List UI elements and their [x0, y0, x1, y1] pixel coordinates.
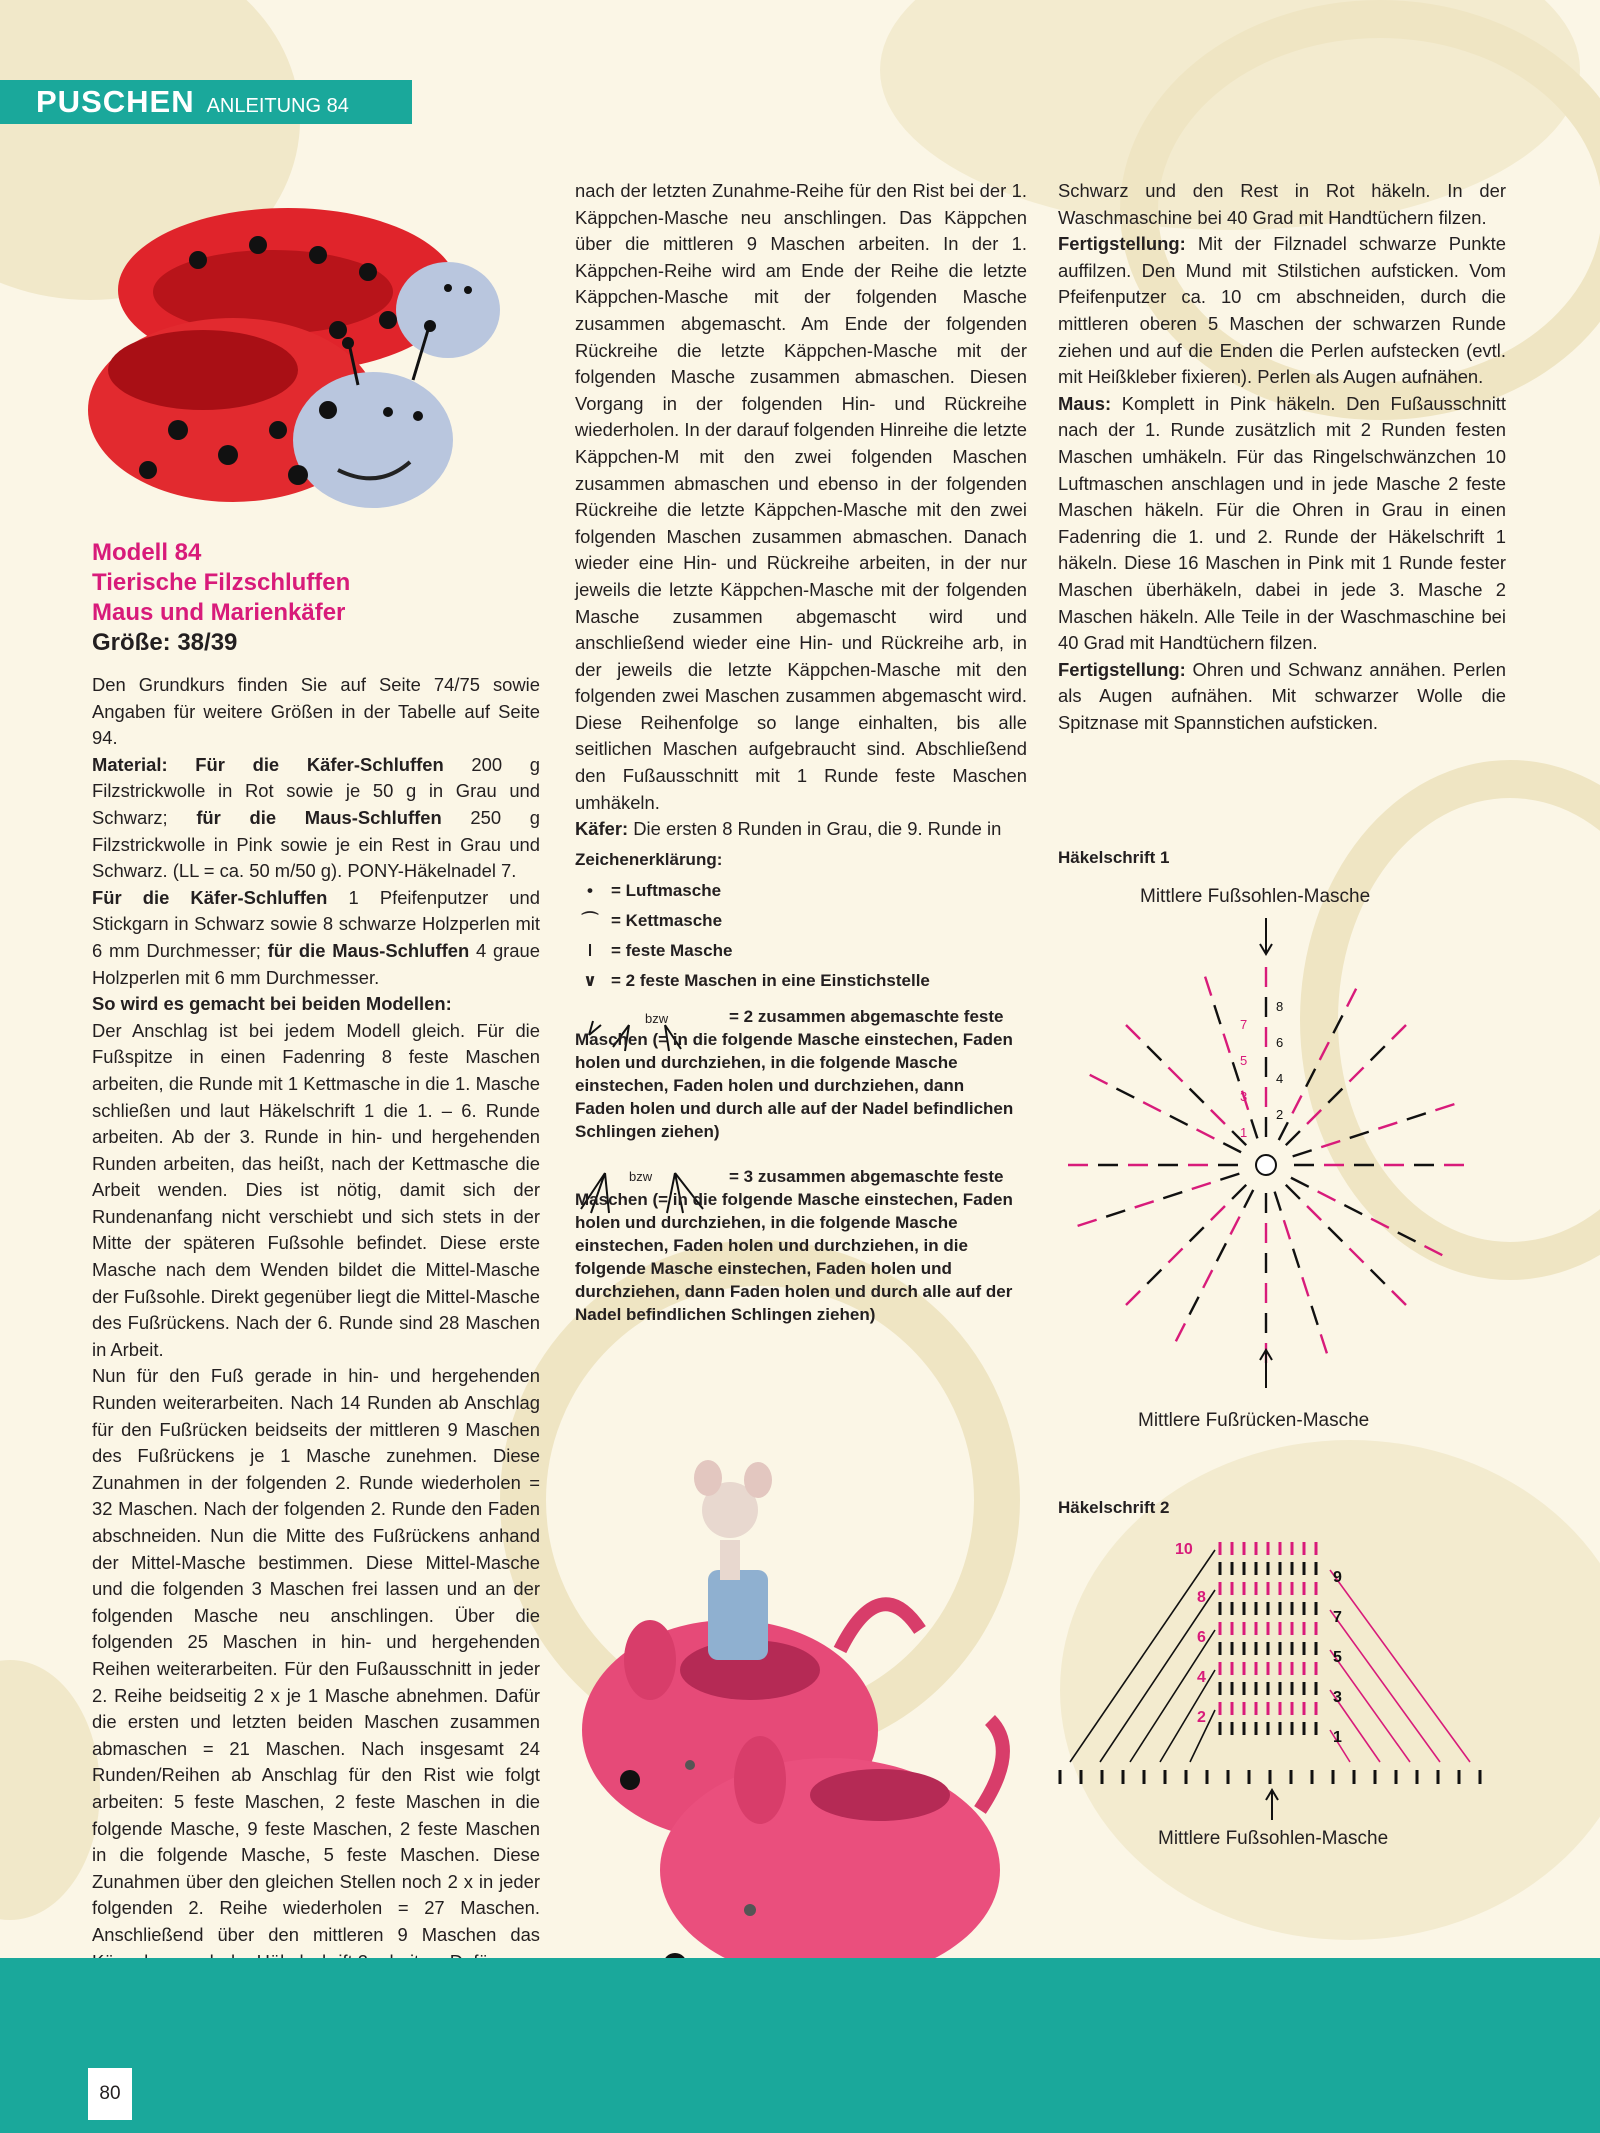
crochet-chart-2	[1050, 1530, 1490, 1830]
model-name-line1: Tierische Filzschluffen	[92, 569, 351, 596]
page-number: 80	[88, 2068, 132, 2120]
chart2-stitches	[1060, 1542, 1480, 1784]
chart1-stitch-mark	[1190, 1227, 1204, 1241]
slip-stitch-icon: ⌒	[581, 911, 599, 930]
chart1-stitch-mark	[1307, 1110, 1321, 1124]
chart1-stitch-mark	[1090, 1075, 1108, 1084]
chart1-stitch-mark	[1286, 1185, 1300, 1199]
chart1-stitch-mark	[1147, 1046, 1161, 1060]
chart2-row-label: 3	[1333, 1689, 1342, 1706]
chart2-row-label: 10	[1175, 1541, 1193, 1558]
chart1-stitch-mark	[1371, 1219, 1389, 1228]
chart1-stitch-mark	[1284, 1220, 1290, 1239]
finishing-paragraph-2: Fertigstellung: Ohren und Schwanz annähen. Perlen als Augen aufnähen. Mit schwarzer Wolle die Spitznase mit Spannstichen aufsticken.	[1058, 658, 1506, 733]
instructions-column-3	[1058, 178, 1506, 736]
chart1-stitch-mark	[1307, 1206, 1321, 1220]
chart1-stitch-mark	[1244, 1190, 1253, 1208]
chart1-stitch-mark	[1106, 1211, 1125, 1217]
chart1-stitch-mark	[1078, 1220, 1097, 1226]
chart1-stitch-mark	[1318, 1191, 1336, 1200]
chart1-stitch-mark	[1251, 1119, 1257, 1138]
increase-icon: ∨	[583, 971, 597, 990]
section-header	[0, 80, 412, 124]
chart1-stitch-mark	[1197, 1129, 1215, 1138]
chart1-stitch-mark	[1302, 1277, 1308, 1296]
chart2-row-label: 1	[1333, 1729, 1342, 1746]
chart1-stitch-mark	[1220, 1174, 1239, 1180]
chart1-stitch-mark	[1126, 1025, 1140, 1039]
chart1-stitch-mark	[1232, 1185, 1246, 1199]
magic-ring-icon	[1256, 1155, 1276, 1175]
chart1-stitch-mark	[1176, 1323, 1185, 1341]
chart1-stitch-mark	[1214, 1005, 1220, 1024]
chart1-stitch-mark	[1350, 1132, 1369, 1138]
chart1-stitch-mark	[1312, 1306, 1318, 1325]
chart1-stitch-mark	[1168, 1067, 1182, 1081]
kaefer-paragraph: Käfer: Die ersten 8 Runden in Grau, die 9. Runde in	[575, 818, 1002, 840]
method-paragraph-2: Nun für den Fuß gerade in hin- und hergehenden Runden weiterarbeiten. Nach 14 Runden ab Anschlag für den Fußrücken beidseits der mittleren 9 Maschen des Fußrückens je 1 Masche zunehmen. Diese Zunahmen in der folgenden 2. Runde wiederholen = 32 Maschen. Nach der folgenden 2. Runde den Faden abschneiden. Nun die Mitte des Fußrückens anhand der Mittel-Masche bestimmen. Diese Mittel-Masche und die folgenden 3 Maschen frei lassen und an der folgenden Masche neu anschlingen. Über die folgenden 25 Maschen in hin- und hergehenden Reihen weiterarbeiten. Für den Fußausschnitt in jeder 2. Reihe beidseitig 2 x je 1 Masche abnehmen. Dafür die ersten und letzten beiden Maschen zusammen abmaschen = 21 Maschen. Nach insgesamt 24 Runden/Reihen ab Anschlag für den Rist wie folgt arbeiten: 5 feste Maschen, 2 feste Maschen in die folgende Masche, 9 feste Maschen, 2 feste Maschen in die folgende Masche, 5 feste Maschen. Diese Zunahmen über den gleichen Stellen noch 2 x in jeder folgenden 2. Reihe wiederholen = 27 Maschen. Anschließend über den mittleren 9 Maschen das	[92, 1365, 540, 1945]
legend-bzw: bzw	[645, 1011, 669, 1026]
chart1-stitch-mark	[1116, 1089, 1134, 1098]
chart1-stitch-mark	[1233, 1062, 1239, 1081]
chart1-stitch-mark	[1306, 1069, 1315, 1087]
chart1-stitch-mark	[1211, 1110, 1225, 1124]
chart1-bottom-label: Mittlere Fußrücken-Masche	[1138, 1410, 1370, 1431]
chart1-stitch-mark	[1170, 1116, 1188, 1125]
chart1-stitch-mark	[1344, 1205, 1362, 1214]
legend-row: ǀ = feste Masche	[575, 939, 1035, 969]
legend-row	[575, 1165, 1035, 1345]
symbol-legend	[575, 848, 1035, 1345]
footer-band	[0, 1958, 1600, 2133]
chart1-stitch-mark	[1147, 1270, 1161, 1284]
legend-row: • = Luftmasche	[575, 879, 1035, 909]
crochet-chart-1	[1050, 912, 1480, 1392]
chart2-row-label: 8	[1197, 1589, 1206, 1606]
model-number: Modell 84	[92, 539, 202, 566]
chart1-stitch-mark	[1211, 1206, 1225, 1220]
chart1-stitch-mark	[1321, 1334, 1327, 1353]
chart1-round-label: 7	[1240, 1017, 1248, 1032]
chart1-stitch-mark	[1321, 1141, 1340, 1147]
mouse-slippers-photo	[580, 1450, 1040, 1990]
kaefer-cont-paragraph: Schwarz und den Rest in Rot häkeln. In der Waschmaschine bei 40 Grad mit Handtüchern filzen.	[1058, 180, 1506, 228]
legend-bzw: bzw	[629, 1169, 653, 1184]
method-heading: So wird es gemacht bei beiden Modellen:	[92, 993, 452, 1015]
material-paragraph: Material: Für die Käfer-Schluffen 200 g Filzstrickwolle in Rot sowie je 50 g in Grau und Schwarz; für die Maus-Schluffen 250 g Filzstrickwolle in Pink sowie je ein Rest in Grau und Schwarz. (LL = ca. 50 m/50 g). PONY-Häkelnadel 7.	[92, 753, 540, 882]
chart2-decrease-line	[1160, 1670, 1215, 1762]
chart1-stitch-mark	[1163, 1192, 1182, 1198]
chart1-stitch-mark	[1349, 1248, 1363, 1262]
chart2-decrease-line	[1330, 1610, 1440, 1762]
accessories-paragraph: Für die Käfer-Schluffen 1 Pfeifenputzer und Stickgarn in Schwarz sowie 8 schwarze Holzperlen mit 6 mm Durchmesser; für die Maus-Schluffen 4 graue Holzperlen mit 6 mm Durchmesser.	[92, 886, 540, 988]
legend-decrease-two: = 2 zusammen abgemaschte feste Maschen (= in die folgende Masche einstechen, Faden holen und durchziehen, in die folgende Masche einstechen, Faden holen und durchziehen, dann Faden holen und durch alle auf der Nadel befindlichen Schlingen ziehen)	[575, 1007, 1014, 1141]
chart1-stitch-mark	[1230, 1217, 1239, 1235]
chart1-top-label: Mittlere Fußsohlen-Masche	[1140, 886, 1371, 907]
chart1-stitch-mark	[1205, 977, 1211, 996]
chart1-stitch-mark	[1435, 1104, 1454, 1110]
maus-paragraph: Maus: Komplett in Pink häkeln. Den Fußausschnitt nach der 1. Runde zusätzlich mit 2 Runden festen Maschen umhäkeln. Für das Ringelschwänzchen 10 Luftmaschen anschlagen und in jede Masche 2 feste Maschen häkeln. Für die Ohren in Grau in einen Fadenring die 1. und 2. Runde der Häkelschrift 1 häkeln. Diese 16 Maschen in Pink mit 1 Runde fester Maschen überhäkeln, dabei in jede 3. Masche 2 Maschen häkeln. Alle Teile in der Waschmaschine bei 40 Grad mit Handtüchern filzen.	[1058, 392, 1506, 654]
legend-row: ⌒ = Kettmasche	[575, 909, 1035, 939]
background-circle	[0, 1660, 100, 1920]
chart2-decrease-line	[1070, 1550, 1215, 1762]
model-size: Größe: 38/39	[92, 629, 238, 656]
chart1-stitch-mark	[1347, 989, 1356, 1007]
section-title: PUSCHEN	[36, 84, 195, 119]
finishing-paragraph-1: Fertigstellung: Mit der Filznadel schwarze Punkte auffilzen. Den Mund mit Stilstichen aufsticken. Vom Pfeifenputzer ca. 10 cm abschneiden, durch die mittleren oberen 5 Maschen der schwarzen Runde ziehen und auf die Enden die Perlen aufstecken (evtl. mit Heißkleber fixieren). Perlen als Augen aufnähen.	[1058, 233, 1506, 388]
chart1-stitch-mark	[1192, 1183, 1211, 1189]
section-subtitle: ANLEITUNG 84	[206, 95, 349, 117]
instructions-column-2	[575, 178, 1027, 843]
chart2-row-label: 6	[1197, 1629, 1206, 1646]
chart2-row-label: 7	[1333, 1609, 1342, 1626]
chain-stitch-icon: •	[587, 881, 593, 900]
chart1-stitch-mark	[1407, 1113, 1426, 1119]
chart1-stitch-mark	[1203, 1270, 1212, 1288]
chart2-row-label: 4	[1197, 1669, 1206, 1686]
chart2-decrease-line	[1330, 1570, 1470, 1762]
instructions-column-1	[92, 672, 540, 1975]
chart1-stitch-mark	[1392, 1025, 1406, 1039]
method-paragraph-1: Der Anschlag ist bei jedem Modell gleich. Für die Fußspitze in einen Fadenring 8 feste Maschen arbeiten, die Runde mit 1 Kettmasche in die 1. Masche schließen und laut Häkelschrift 1 die 1. – 6. Runde arbeiten. Ab der 3. Runde in hin- und hergehenden Runden arbeiten, das heißt, nach der Kettmasche die Arbeit wenden. Dies ist nötig, damit sich der Rundenanfang nicht verschiebt und sich stets in der Mitte der späteren Fußsohle befindet. Diese erste Masche nach dem Wenden bildet die Mittel-Masche der Fußsohle. Direkt gegenüber liegt die Mittel-Masche des Fußrückens. Nach der 6. Runde sind 28 Maschen in Arbeit.	[92, 1019, 540, 1360]
chart1-title: Häkelschrift 1	[1058, 848, 1170, 867]
single-crochet-icon: ǀ	[587, 941, 593, 960]
chart1-stitch-mark	[1293, 1249, 1299, 1268]
chart1-stitch-mark	[1190, 1297, 1199, 1315]
chart1-stitch-mark	[1371, 1270, 1385, 1284]
chart1-stitch-mark	[1223, 1143, 1241, 1152]
cap-paragraph: nach der letzten Zunahme-Reihe für den Rist bei der 1. Käppchen-Masche neu anschlingen. Das Käppchen über die mittleren 9 Maschen arbeiten. In der 1. Käppchen-Reihe wird am Ende der Reihe die letzte Käppchen-Masche mit der folgenden Masche zusammen abgemascht. Am Ende der folgenden Rückreihe die letzte Käppchen-Masche mit der folgenden Masche zusammen abmaschen. Diesen Vorgang in der folgenden Hin- und Rückreihe wiederholen. In der darauf folgenden Hinreihe die letzte Käppchen-M mit den zwei folgenden Maschen zusammen abmaschen und ebenso in der folgenden Rückreihe die letzte Käppchen-Masche mit den zwei folgenden Maschen zusammen abmaschen. Danach wieder eine Hin- und Rückreihe arbeiten, in der nur jeweils die letzte Käppchen-Masche mit der folgenden Masche zusammen abgemascht wird und anschließend wieder eine Hin- und Rückreihe arb, in der jeweils die letzte Käppchen-Masche mit den folgenden zwei Maschen zusammen abgemascht wird. Diese Reihenfolge so lange einhalten, bis alle seitlichen Maschen aufgebraucht sind. Abschließend den Fußausschnitt mit 1 Runde feste Maschen umhäkeln.	[575, 180, 1027, 813]
legend-title: Zeichenerklärung:	[575, 850, 723, 869]
chart1-round-label: 3	[1240, 1089, 1248, 1104]
intro-paragraph: Den Grundkurs finden Sie auf Seite 74/75 sowie Angaben für weitere Größen in der Tabelle auf Seite 94.	[92, 674, 540, 749]
chart1-stitch-mark	[1392, 1291, 1406, 1305]
chart1-stitch-mark	[1286, 1131, 1300, 1145]
legend-row: ∨ = 2 feste Maschen in eine Einstichstelle	[575, 969, 1035, 999]
chart1-stitch-mark	[1333, 1015, 1342, 1033]
chart1-stitch-mark	[1328, 1089, 1342, 1103]
chart1-stitch-mark	[1217, 1243, 1226, 1261]
chart1-stitch-mark	[1320, 1042, 1329, 1060]
chart1-round-label: 1	[1240, 1125, 1248, 1140]
chart1-stitch-mark	[1398, 1232, 1416, 1241]
chart1-stitch-mark	[1378, 1123, 1397, 1129]
chart1-stitch-mark	[1275, 1192, 1281, 1211]
chart2-title: Häkelschrift 2	[1058, 1498, 1170, 1517]
model-heading	[92, 538, 350, 658]
chart2-row-label: 2	[1197, 1709, 1206, 1726]
chart2-row-label: 5	[1333, 1649, 1342, 1666]
chart1-round-labels	[1240, 999, 1283, 1140]
chart1-stitch-mark	[1143, 1102, 1161, 1111]
chart1-stitch-mark	[1293, 1150, 1312, 1156]
chart1-stitch-mark	[1135, 1201, 1154, 1207]
chart2-row-label: 9	[1333, 1569, 1342, 1586]
legend-row	[575, 1005, 1035, 1155]
chart1-stitch-mark	[1292, 1096, 1301, 1114]
chart1-stitch-mark	[1328, 1227, 1342, 1241]
chart1-stitch-mark	[1424, 1246, 1442, 1255]
chart1-stitch-mark	[1126, 1291, 1140, 1305]
chart1-round-label: 8	[1276, 999, 1284, 1014]
chart1-stitch-mark	[1279, 1122, 1288, 1140]
ladybug-slippers-photo	[88, 180, 528, 520]
model-name-line2: Maus und Marienkäfer	[92, 599, 346, 626]
chart1-round-label: 6	[1276, 1035, 1284, 1050]
chart1-stitch-mark	[1349, 1067, 1363, 1081]
chart1-round-label: 2	[1276, 1107, 1284, 1122]
chart1-round-label: 4	[1276, 1071, 1284, 1086]
chart2-bottom-label: Mittlere Fußsohlen-Masche	[1158, 1828, 1389, 1849]
chart1-stitch-mark	[1224, 1034, 1230, 1053]
legend-decrease-three: = 3 zusammen abgemaschte feste Maschen (= in die folgende Masche einstechen, Faden holen und durchziehen, in die folgende Masche einstechen, Faden holen und durchziehen, in die folgende Masche einstechen, Faden holen und durchziehen, dann Faden holen und durch alle auf der Nadel befindlichen Schlingen ziehen)	[575, 1167, 1013, 1324]
chart1-round-label: 5	[1240, 1053, 1248, 1068]
chart1-stitch-mark	[1291, 1178, 1309, 1187]
chart1-stitch-mark	[1371, 1046, 1385, 1060]
chart1-stitch-mark	[1190, 1089, 1204, 1103]
chart1-stitch-mark	[1168, 1248, 1182, 1262]
